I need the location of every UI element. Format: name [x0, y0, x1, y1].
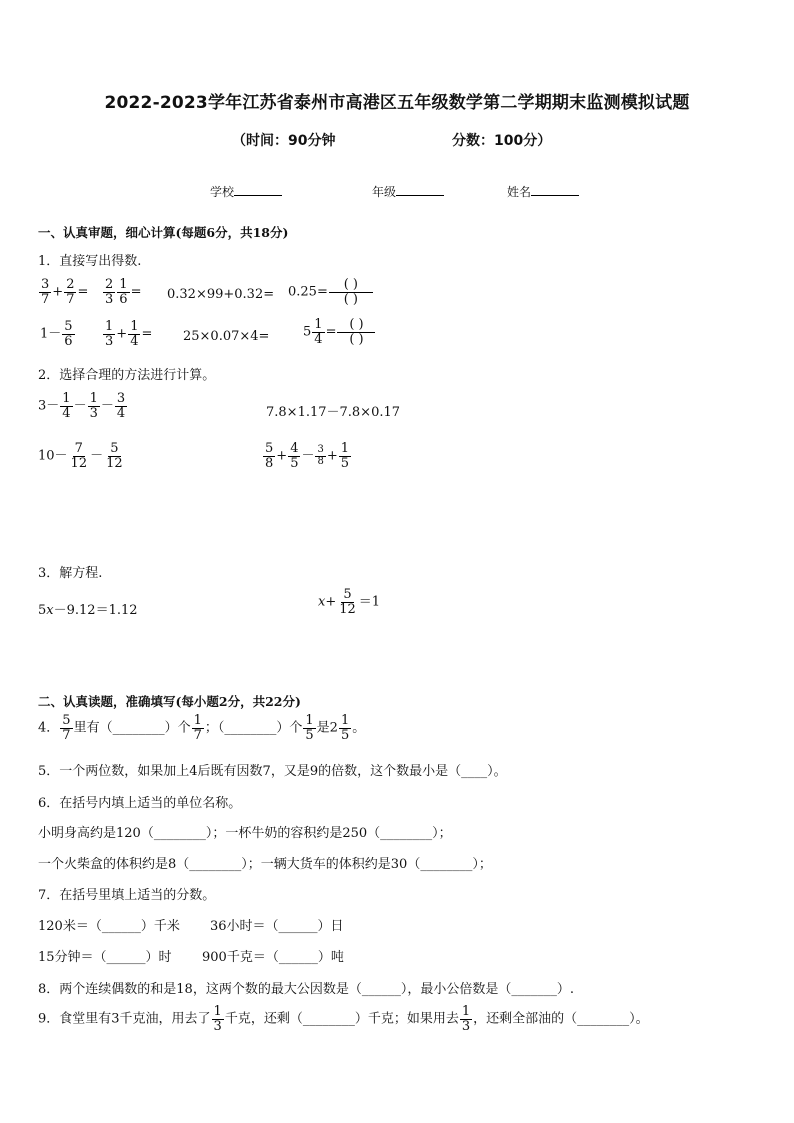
q2-item-a: 3－ $\frac{1}{4}$ － $\frac{1}{3}$ － $\frac{3}{4}$ [38, 391, 126, 421]
q7-line-1a[interactable]: 120米＝（______）千米 [38, 919, 180, 934]
q1-item-c: 0.32×99+0.32= [167, 287, 275, 302]
q2-item-c: 10－ $\frac{7}{12}$ － $\frac{5}{12}$ [38, 441, 123, 471]
q4-blank-1[interactable]: 里有（________）个 [73, 720, 191, 736]
page-title: 2022-2023学年江苏省泰州市高港区五年级数学第二学期期末监测模拟试题 [104, 93, 690, 113]
name-field [507, 183, 579, 200]
school-blank[interactable] [234, 183, 282, 196]
exam-time: （时间：90分钟 [232, 133, 336, 149]
q6-label: 6．在括号内填上适当的单位名称。 [38, 796, 242, 811]
section-1-title: 一、认真审题，细心计算(每题6分，共18分) [38, 225, 289, 240]
q1-item-g: 25×0.07×4= [183, 329, 270, 344]
q2-item-d: $\frac{5}{8}$ + $\frac{4}{5}$ － $\frac{3}{8}$ + $\frac{1}{5}$ [265, 441, 350, 471]
name-label: 姓名 [507, 185, 532, 199]
q1-label: 1．直接写出得数. [38, 254, 142, 269]
q5[interactable]: 5．一个两位数，如果加上4后既有因数7，又是9的倍数，这个数最小是（____）。 [38, 764, 507, 779]
q6-line-2[interactable]: 一个火柴盒的体积约是8（________）；一辆大货车的体积约是30（________）； [38, 857, 492, 872]
grade-blank[interactable] [396, 183, 444, 196]
q1-item-e: 1－ $\frac{5}{6}$ [40, 319, 73, 349]
q3-item-a: 5x－9.12＝1.12 [38, 603, 138, 618]
q3-label: 3．解方程. [38, 566, 103, 581]
section-2-title: 二、认真读题，准确填写(每小题2分，共22分) [38, 694, 301, 709]
q1-item-d: 0.25= $\frac{( )}{( )}$ [288, 278, 374, 306]
q2-label: 2．选择合理的方法进行计算。 [38, 368, 216, 383]
grade-field [372, 183, 444, 200]
q7-label: 7．在括号里填上适当的分数。 [38, 888, 216, 903]
q4-blank-2[interactable]: ；（________）个 [204, 720, 303, 736]
q7-line-2a[interactable]: 15分钟＝（______）时 [38, 950, 172, 965]
q1-item-b: $\frac{2}{3}$ $\frac{1}{6}$ = [105, 277, 142, 307]
q6-line-1[interactable]: 小明身高约是120（________）；一杯牛奶的容积约是250（________）； [38, 826, 452, 841]
q3-item-b: x+ $\frac{5}{12}$ ＝1 [318, 587, 381, 617]
q7-line-1b[interactable]: 36小时＝（______）日 [210, 919, 344, 934]
exam-score: 分数：100分） [452, 133, 552, 149]
q1-item-a: $\frac{3}{7}$ + $\frac{2}{7}$ = [41, 277, 89, 307]
q1-item-f: $\frac{1}{3}$ + $\frac{1}{4}$ = [105, 319, 153, 349]
school-label: 学校 [210, 185, 235, 199]
q2-item-b: 7.8×1.17－7.8×0.17 [266, 405, 401, 420]
school-field [210, 183, 282, 200]
q4: 4． $\frac{5}{7}$ 里有（________）个 $\frac{1}{7}$ ；（________）个 $\frac{1}{5}$ 是2 $\frac{1}{5}$ 。 [38, 713, 366, 743]
q1-item-h: 5 $\frac{1}{4}$ = $\frac{( )}{( )}$ [303, 318, 376, 346]
q9[interactable]: 9．食堂里有3千克油，用去了 $\frac{1}{3}$ 千克，还剩（________）千克；如果用去 $\frac{1}{3}$ ，还剩全部油的（________）。 [38, 1004, 649, 1034]
q7-line-2b[interactable]: 900千克＝（______）吨 [202, 950, 344, 965]
q8[interactable]: 8．两个连续偶数的和是18，这两个数的最大公因数是（______），最小公倍数是（_______）. [38, 982, 574, 997]
grade-label: 年级 [372, 185, 397, 199]
name-blank[interactable] [531, 183, 579, 196]
